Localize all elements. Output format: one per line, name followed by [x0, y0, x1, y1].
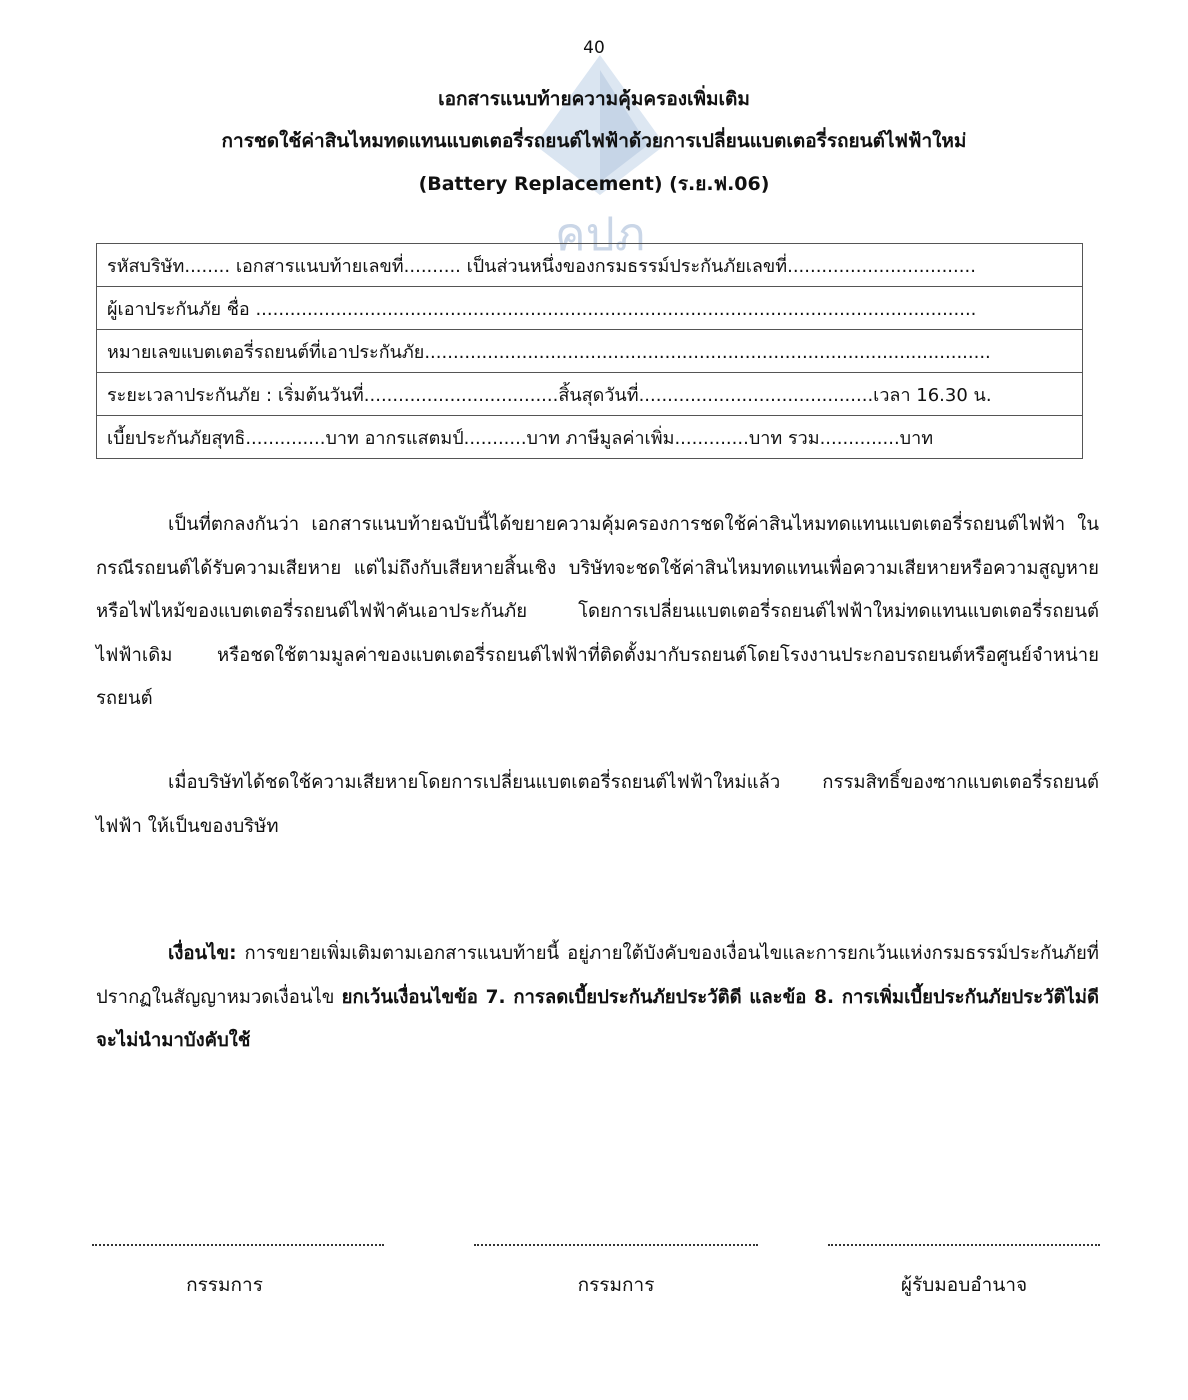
- table-row: [97, 330, 1083, 373]
- signature-line-1: [92, 1234, 384, 1246]
- coverage-text: เป็นที่ตกลงกันว่า เอกสารแนบท้ายฉบับนี้ได้ขยายความคุ้มครองการชดใช้ค่าสินไหมทดแทนแบตเตอรี่รถยนต์ไฟฟ้า ในกรณีรถยนต์ได้รับความเสียหาย แต่ไม่ถึงกับเสียหายสิ้นเชิง บริษัทจะชดใช้ค่าสินไหมทดแทนเพื่อความเสียหายหรือความสูญหายหรือไฟไหม้ของแบตเตอรี่รถยนต์ไฟฟ้าคันเอาประกันภัย โดยการเปลี่ยนแบตเตอรี่รถยนต์ไฟฟ้าใหม่ทดแทนแบตเตอรี่รถยนต์ไฟฟ้าเดิม หรือชดใช้ตามมูลค่าของแบตเตอรี่รถยนต์ไฟฟ้าที่ติดตั้งมากับรถยนต์โดยโรงงานประกอบรถยนต์หรือศูนย์จำหน่ายรถยนต์: [96, 514, 1099, 709]
- ownership-paragraph: [96, 761, 1099, 848]
- coverage-paragraph: [96, 503, 1099, 721]
- document-subtitle: การชดใช้ค่าสินไหมทดแทนแบตเตอรี่รถยนต์ไฟฟ้าด้วยการเปลี่ยนแบตเตอรี่รถยนต์ไฟฟ้าใหม่: [221, 130, 967, 152]
- table-row: [97, 416, 1083, 459]
- conditions-exception: ยกเว้นเงื่อนไขข้อ 7. การลดเบี้ยประกันภัยประวัติดี และข้อ 8. การเพิ่มเบี้ยประกันภัยประวัติไม่ดี จะไม่นำมาบังคับใช้: [96, 986, 1100, 1051]
- signature-line-2: [474, 1234, 758, 1246]
- signature-label-director-2: กรรมการ: [577, 1274, 655, 1296]
- insurance-period-cell: ระยะเวลาประกันภัย : เริ่มต้นวันที่..................................สิ้นสุดวันที่.........................................เวลา 16.30 น.: [97, 373, 1083, 416]
- signature-line-3: [828, 1234, 1100, 1246]
- watermark-text: คปภ: [554, 207, 646, 261]
- insured-name-cell: ผู้เอาประกันภัย ชื่อ ..............................................................................................................................: [97, 287, 1083, 330]
- conditions-paragraph: [96, 932, 1099, 1063]
- page-number: 40: [583, 38, 605, 58]
- signature-label-director-1: กรรมการ: [186, 1274, 263, 1296]
- policy-info-table: [96, 243, 1083, 459]
- conditions-label: เงื่อนไข:: [168, 943, 237, 964]
- ownership-text: เมื่อบริษัทได้ชดใช้ความเสียหายโดยการเปลี่ยนแบตเตอรี่รถยนต์ไฟฟ้าใหม่แล้ว กรรมสิทธิ์ของซากแบตเตอรี่รถยนต์ไฟฟ้า ให้เป็นของบริษัท: [96, 772, 1099, 837]
- company-code-cell: รหัสบริษัท........ เอกสารแนบท้ายเลขที่.......... เป็นส่วนหนึ่งของกรมธรรม์ประกันภัยเลขที่.................................: [97, 244, 1083, 287]
- document-title: เอกสารแนบท้ายความคุ้มครองเพิ่มเติม: [438, 88, 750, 110]
- table-row: [97, 244, 1083, 287]
- battery-number-cell: หมายเลขแบตเตอรี่รถยนต์ที่เอาประกันภัย...................................................................................................: [97, 330, 1083, 373]
- signature-label-authorized: ผู้รับมอบอำนาจ: [900, 1274, 1028, 1296]
- table-row: [97, 287, 1083, 330]
- table-row: [97, 373, 1083, 416]
- document-code: (Battery Replacement) (ร.ย.ฟ.06): [418, 173, 770, 195]
- conditions-text: การขยายเพิ่มเติมตามเอกสารแนบท้ายนี้ อยู่ภายใต้บังคับของเงื่อนไขและการยกเว้นแห่งกรมธรรม์ประกันภัยที่ปรากฏในสัญญาหมวดเงื่อนไข: [96, 943, 1099, 1008]
- premium-cell: เบี้ยประกันภัยสุทธิ..............บาท อากรแสตมป์...........บาท ภาษีมูลค่าเพิ่ม.............บาท รวม..............บาท: [97, 416, 1083, 459]
